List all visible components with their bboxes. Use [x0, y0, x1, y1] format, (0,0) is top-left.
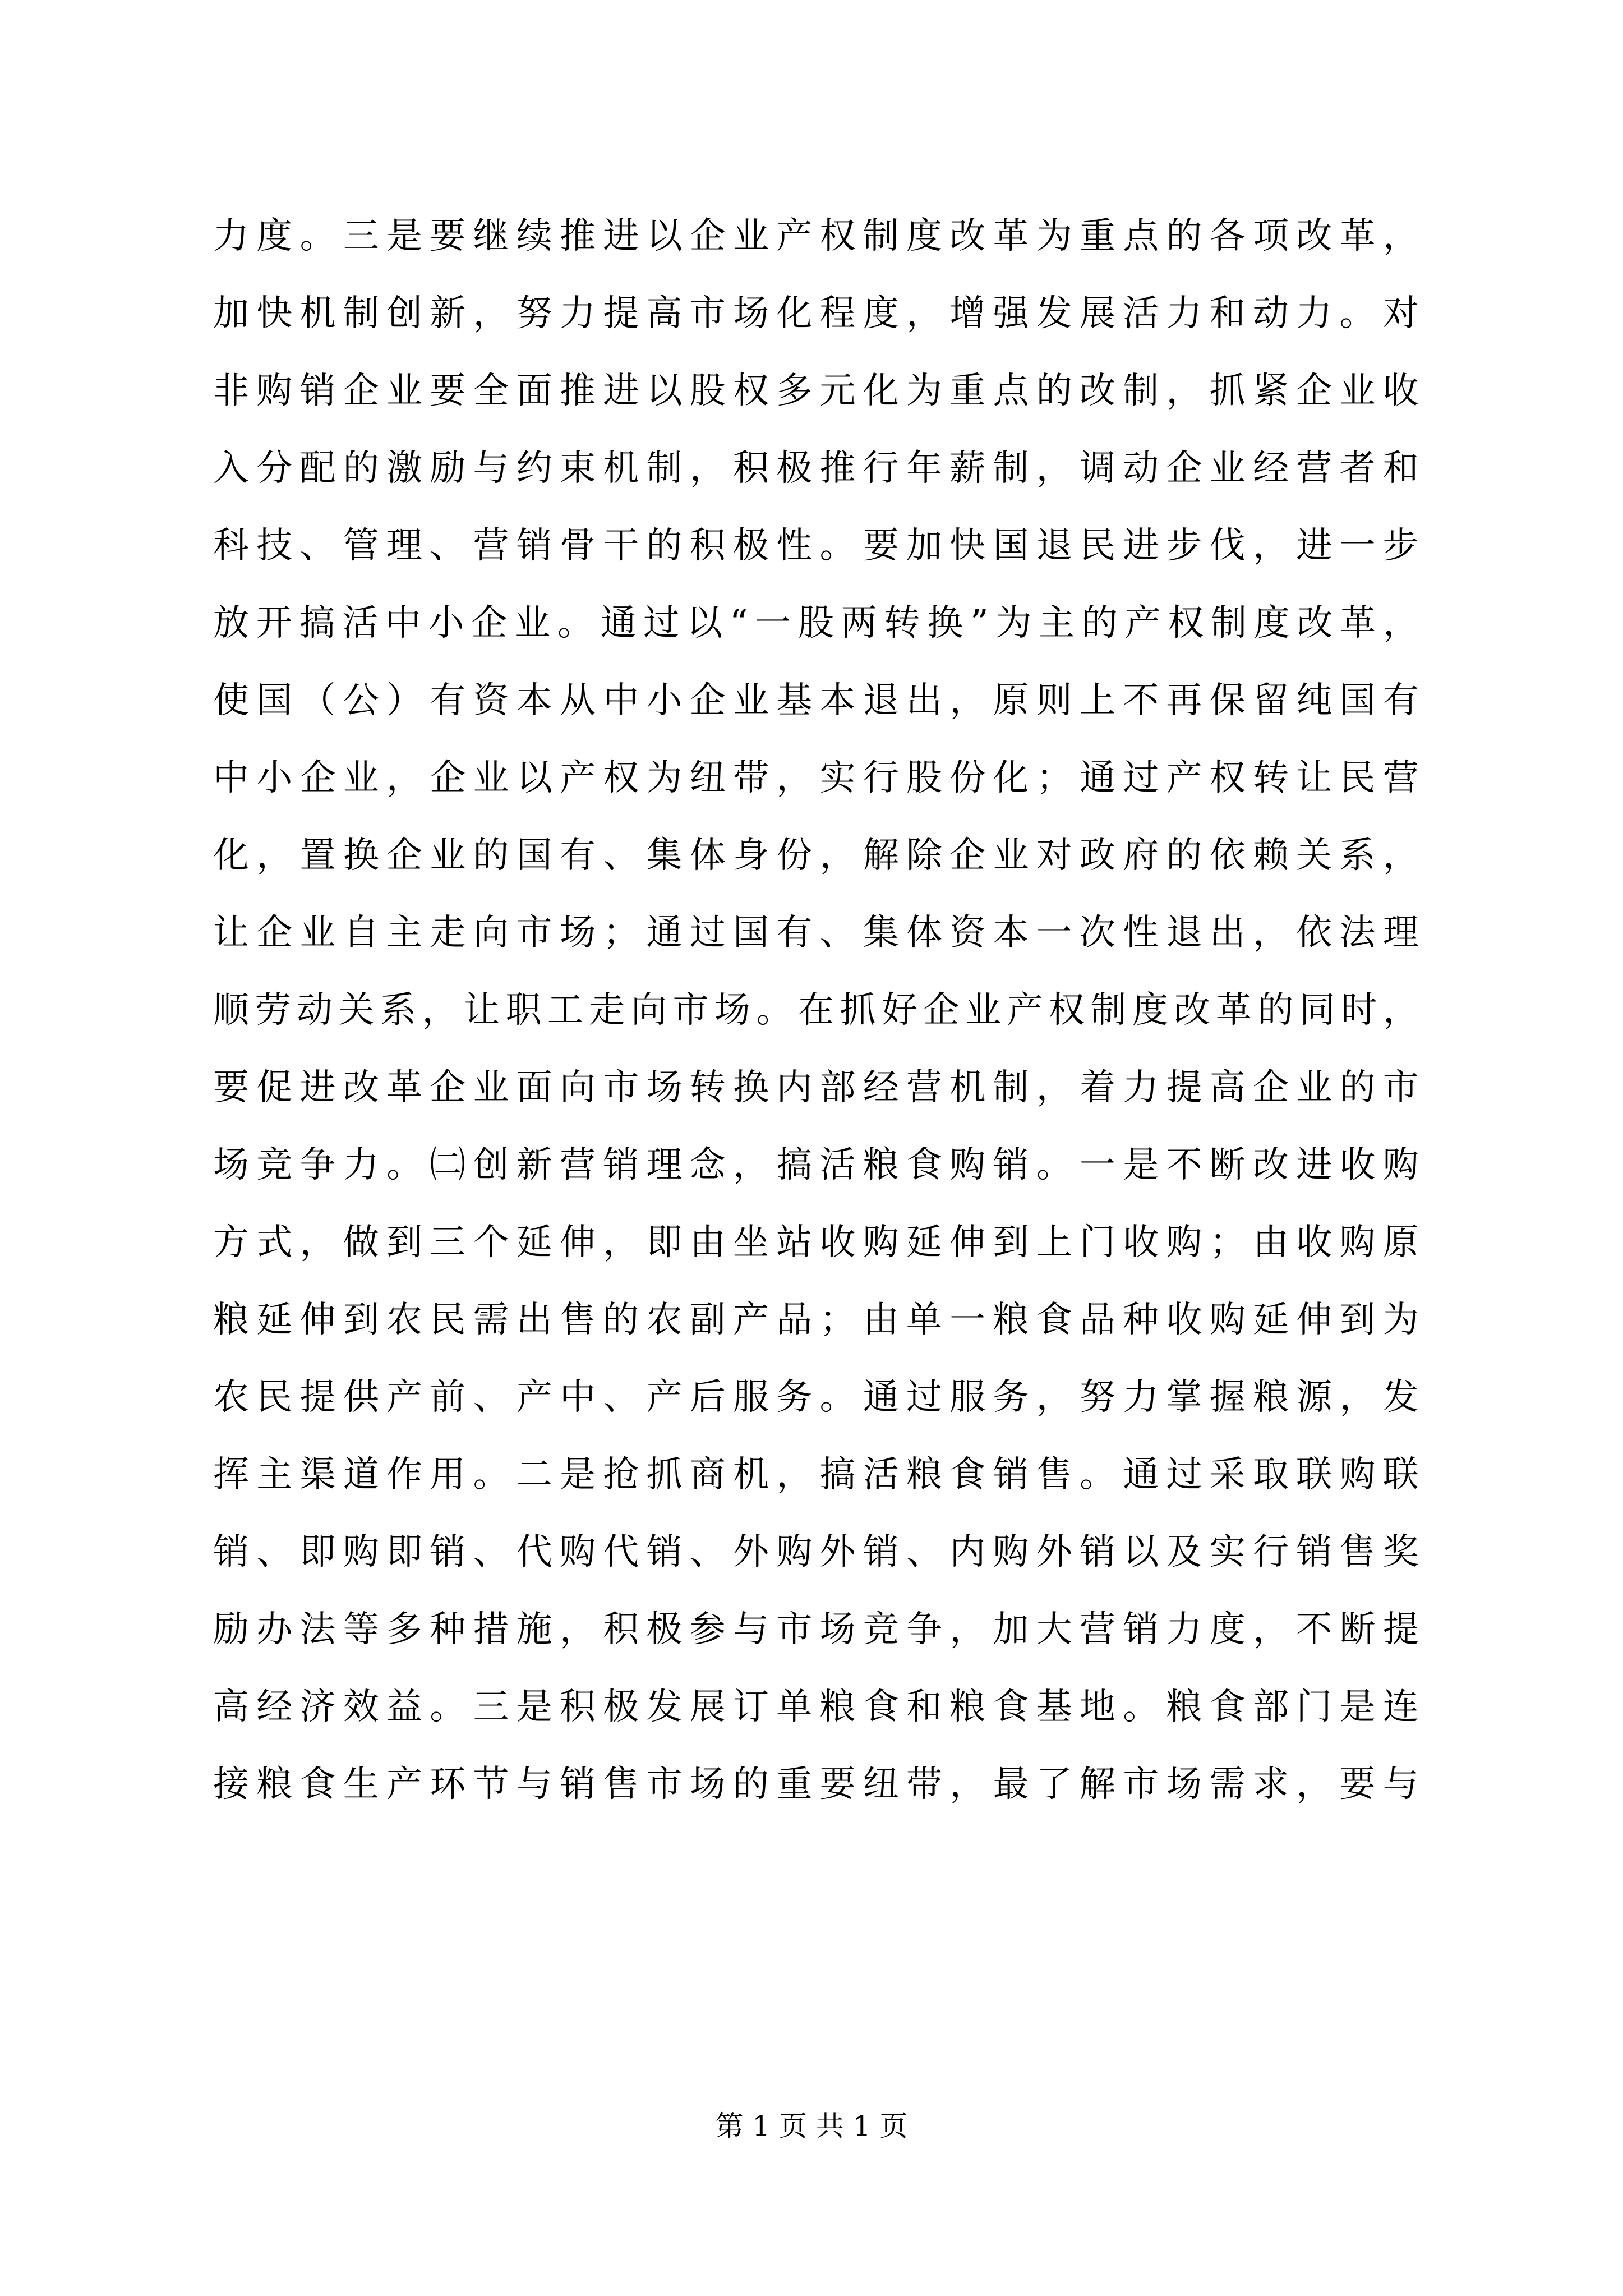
text-line: 场 竞 争 力 。 ㈡ 创 新 营 销 理 念 ， 搞 活 粮 食 购 销 。 一 是 不 断 改 进 收 购	[213, 1144, 1419, 1186]
text-line: 要 促 进 改 革 企 业 面 向 市 场 转 换 内 部 经 营 机 制 ， 着 力 提 高 企 业 的 市	[213, 1067, 1419, 1108]
text-line: 力 度 。 三 是 要 继 续 推 进 以 企 业 产 权 制 度 改 革 为 重 点 的 各 项 改 革 ，	[213, 215, 1419, 257]
text-line: 入 分 配 的 激 励 与 约 束 机 制 ， 积 极 推 行 年 薪 制 ， 调 动 企 业 经 营 者 和	[213, 448, 1419, 489]
text-line: 粮 延 伸 到 农 民 需 出 售 的 农 副 产 品 ； 由 单 一 粮 食 品 种 收 购 延 伸 到 为	[213, 1299, 1419, 1341]
text-line: 接 粮 食 生 产 环 节 与 销 售 市 场 的 重 要 纽 带 ， 最 了 解 市 场 需 求 ， 要 与	[213, 1764, 1419, 1805]
text-line: 励 办 法 等 多 种 措 施 ， 积 极 参 与 市 场 竞 争 ， 加 大 营 销 力 度 ， 不 断 提	[213, 1609, 1419, 1650]
body-text	[213, 197, 1419, 1823]
text-line: 非 购 销 企 业 要 全 面 推 进 以 股 权 多 元 化 为 重 点 的 改 制 ， 抓 紧 企 业 收	[213, 370, 1419, 412]
text-line: 中 小 企 业 ， 企 业 以 产 权 为 纽 带 ， 实 行 股 份 化 ； 通 过 产 权 转 让 民 营	[213, 757, 1419, 799]
text-line: 放 开 搞 活 中 小 企 业 。 通 过 以 “ 一 股 两 转 换 ” 为 主 的 产 权 制 度 改 革 ，	[213, 602, 1419, 644]
text-line: 挥 主 渠 道 作 用 。 二 是 抢 抓 商 机 ， 搞 活 粮 食 销 售 。 通 过 采 取 联 购 联	[213, 1454, 1419, 1496]
text-line: 科 技 、 管 理 、 营 销 骨 干 的 积 极 性 。 要 加 快 国 退 民 进 步 伐 ， 进 一 步	[213, 525, 1419, 567]
text-line: 农 民 提 供 产 前 、 产 中 、 产 后 服 务 。 通 过 服 务 ， 努 力 掌 握 粮 源 ， 发	[213, 1377, 1419, 1418]
text-line: 化 ， 置 换 企 业 的 国 有 、 集 体 身 份 ， 解 除 企 业 对 政 府 的 依 赖 关 系 ，	[213, 835, 1419, 876]
text-line: 加 快 机 制 创 新 ， 努 力 提 高 市 场 化 程 度 ， 增 强 发 展 活 力 和 动 力 。 对	[213, 293, 1419, 334]
text-line: 让 企 业 自 主 走 向 市 场 ； 通 过 国 有 、 集 体 资 本 一 次 性 退 出 ， 依 法 理	[213, 912, 1419, 954]
text-line: 销 、 即 购 即 销 、 代 购 代 销 、 外 购 外 销 、 内 购 外 销 以 及 实 行 销 售 奖	[213, 1531, 1419, 1573]
text-line: 高 经 济 效 益 。 三 是 积 极 发 展 订 单 粮 食 和 粮 食 基 地 。 粮 食 部 门 是 连	[213, 1686, 1419, 1728]
text-line: 顺 劳 动 关 系 ， 让 职 工 走 向 市 场 。 在 抓 好 企 业 产 权 制 度 改 革 的 同 时 ，	[213, 990, 1419, 1031]
text-line: 使 国 （ 公 ） 有 资 本 从 中 小 企 业 基 本 退 出 ， 原 则 上 不 再 保 留 纯 国 有	[213, 680, 1419, 721]
text-line: 方 式 ， 做 到 三 个 延 伸 ， 即 由 坐 站 收 购 延 伸 到 上 门 收 购 ； 由 收 购 原	[213, 1222, 1419, 1263]
page-number-footer: 第 1 页 共 1 页	[715, 2110, 908, 2142]
